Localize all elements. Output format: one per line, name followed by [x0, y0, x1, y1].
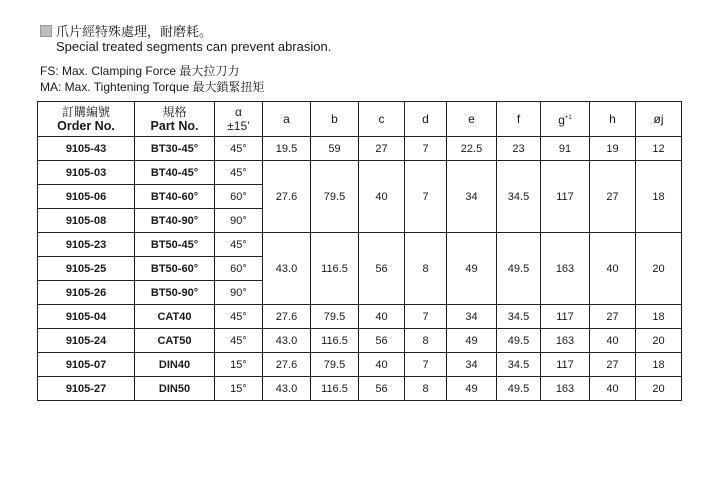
header-g-tolerance: +1 [564, 115, 572, 121]
dim-g: 91 [541, 137, 590, 161]
dim-a: 27.6 [263, 305, 311, 329]
dim-a: 43.0 [263, 233, 311, 305]
part-no: BT40-90° [135, 209, 215, 233]
dim-h: 27 [590, 353, 636, 377]
header-g [541, 102, 590, 137]
alpha-value: 45° [215, 137, 263, 161]
dim-c: 40 [359, 353, 405, 377]
dim-c: 27 [359, 137, 405, 161]
spec-table [37, 101, 682, 401]
dim-h: 27 [590, 161, 636, 233]
header-b: b [311, 102, 359, 137]
dim-e: 34 [447, 161, 497, 233]
dim-c: 40 [359, 305, 405, 329]
header-c: c [359, 102, 405, 137]
dim-h: 40 [590, 329, 636, 353]
dim-f: 34.5 [497, 305, 541, 329]
part-no: BT50-45° [135, 233, 215, 257]
note-chinese [40, 21, 212, 40]
order-no: 9105-08 [38, 209, 135, 233]
header-alpha [215, 102, 263, 137]
dim-c: 40 [359, 161, 405, 233]
dim-b: 79.5 [311, 353, 359, 377]
dim-g: 117 [541, 161, 590, 233]
order-no: 9105-04 [38, 305, 135, 329]
dim-f: 49.5 [497, 233, 541, 305]
dim-d: 7 [405, 137, 447, 161]
header-h: h [590, 102, 636, 137]
part-no: BT30-45° [135, 137, 215, 161]
table-row [38, 233, 682, 257]
alpha-value: 60° [215, 257, 263, 281]
dim-f: 49.5 [497, 329, 541, 353]
dim-e: 34 [447, 353, 497, 377]
dim-c: 56 [359, 377, 405, 401]
note-english: Special treated segments can prevent abrasion. [56, 39, 332, 54]
table-row [38, 305, 682, 329]
dim-g: 163 [541, 377, 590, 401]
dim-d: 7 [405, 305, 447, 329]
header-oj: øj [636, 102, 682, 137]
dim-d: 8 [405, 377, 447, 401]
dim-c: 56 [359, 233, 405, 305]
dim-g: 163 [541, 233, 590, 305]
part-no: BT50-90° [135, 281, 215, 305]
header-f: f [497, 102, 541, 137]
dim-oj: 18 [636, 353, 682, 377]
order-no: 9105-25 [38, 257, 135, 281]
part-no: DIN50 [135, 377, 215, 401]
table-row [38, 353, 682, 377]
header-part-zh: 規格 [162, 105, 187, 119]
dim-e: 49 [447, 329, 497, 353]
part-no: BT50-60° [135, 257, 215, 281]
header-order [38, 102, 135, 137]
dim-h: 40 [590, 233, 636, 305]
dim-f: 49.5 [497, 377, 541, 401]
dim-a: 43.0 [263, 377, 311, 401]
dim-b: 116.5 [311, 329, 359, 353]
dim-e: 34 [447, 305, 497, 329]
alpha-value: 60° [215, 185, 263, 209]
dim-e: 49 [447, 377, 497, 401]
dim-f: 34.5 [497, 161, 541, 233]
dim-f: 23 [497, 137, 541, 161]
dim-c: 56 [359, 329, 405, 353]
header-order-en: Order No. [57, 119, 115, 133]
alpha-value: 15° [215, 353, 263, 377]
dim-b: 79.5 [311, 305, 359, 329]
alpha-value: 45° [215, 161, 263, 185]
order-no: 9105-27 [38, 377, 135, 401]
header-part-en: Part No. [150, 119, 199, 133]
header-g-label: g [558, 113, 565, 127]
note-chinese-text: 爪片經特殊處理，耐磨耗。 [56, 24, 213, 39]
gray-square-icon [40, 25, 52, 37]
header-d: d [405, 102, 447, 137]
dim-e: 22.5 [447, 137, 497, 161]
dim-b: 79.5 [311, 161, 359, 233]
header-a: a [263, 102, 311, 137]
dim-a: 19.5 [263, 137, 311, 161]
dim-d: 8 [405, 329, 447, 353]
dim-oj: 20 [636, 377, 682, 401]
part-no: CAT50 [135, 329, 215, 353]
order-no: 9105-03 [38, 161, 135, 185]
alpha-value: 90° [215, 209, 263, 233]
dim-oj: 12 [636, 137, 682, 161]
part-no: BT40-60° [135, 185, 215, 209]
dim-h: 19 [590, 137, 636, 161]
part-no: CAT40 [135, 305, 215, 329]
alpha-value: 45° [215, 233, 263, 257]
order-no: 9105-43 [38, 137, 135, 161]
dim-oj: 20 [636, 233, 682, 305]
alpha-value: 45° [215, 329, 263, 353]
order-no: 9105-23 [38, 233, 135, 257]
dim-oj: 18 [636, 305, 682, 329]
order-no: 9105-26 [38, 281, 135, 305]
header-alpha-tol: ±15’ [227, 119, 250, 133]
alpha-value: 90° [215, 281, 263, 305]
table-row [38, 377, 682, 401]
dim-g: 117 [541, 353, 590, 377]
dim-g: 163 [541, 329, 590, 353]
order-no: 9105-07 [38, 353, 135, 377]
alpha-value: 15° [215, 377, 263, 401]
part-no: DIN40 [135, 353, 215, 377]
dim-b: 116.5 [311, 233, 359, 305]
dim-a: 27.6 [263, 353, 311, 377]
table-row [38, 137, 682, 161]
dim-d: 7 [405, 353, 447, 377]
table-row [38, 161, 682, 185]
alpha-value: 45° [215, 305, 263, 329]
dim-oj: 20 [636, 329, 682, 353]
dim-b: 59 [311, 137, 359, 161]
table-row [38, 329, 682, 353]
header-order-zh: 訂購編號 [61, 105, 110, 119]
dim-oj: 18 [636, 161, 682, 233]
dim-h: 40 [590, 377, 636, 401]
fs-legend: FS: Max. Clamping Force 最大拉刀力 [40, 64, 240, 78]
dim-h: 27 [590, 305, 636, 329]
dim-a: 27.6 [263, 161, 311, 233]
ma-legend: MA: Max. Tightening Torque 最大鎖緊扭矩 [40, 80, 265, 94]
order-no: 9105-24 [38, 329, 135, 353]
dim-b: 116.5 [311, 377, 359, 401]
dim-a: 43.0 [263, 329, 311, 353]
order-no: 9105-06 [38, 185, 135, 209]
header-row [38, 102, 682, 137]
dim-e: 49 [447, 233, 497, 305]
header-e: e [447, 102, 497, 137]
dim-d: 8 [405, 233, 447, 305]
dim-g: 117 [541, 305, 590, 329]
dim-d: 7 [405, 161, 447, 233]
header-alpha-symbol: α [235, 105, 242, 119]
part-no: BT40-45° [135, 161, 215, 185]
header-part [135, 102, 215, 137]
dim-f: 34.5 [497, 353, 541, 377]
